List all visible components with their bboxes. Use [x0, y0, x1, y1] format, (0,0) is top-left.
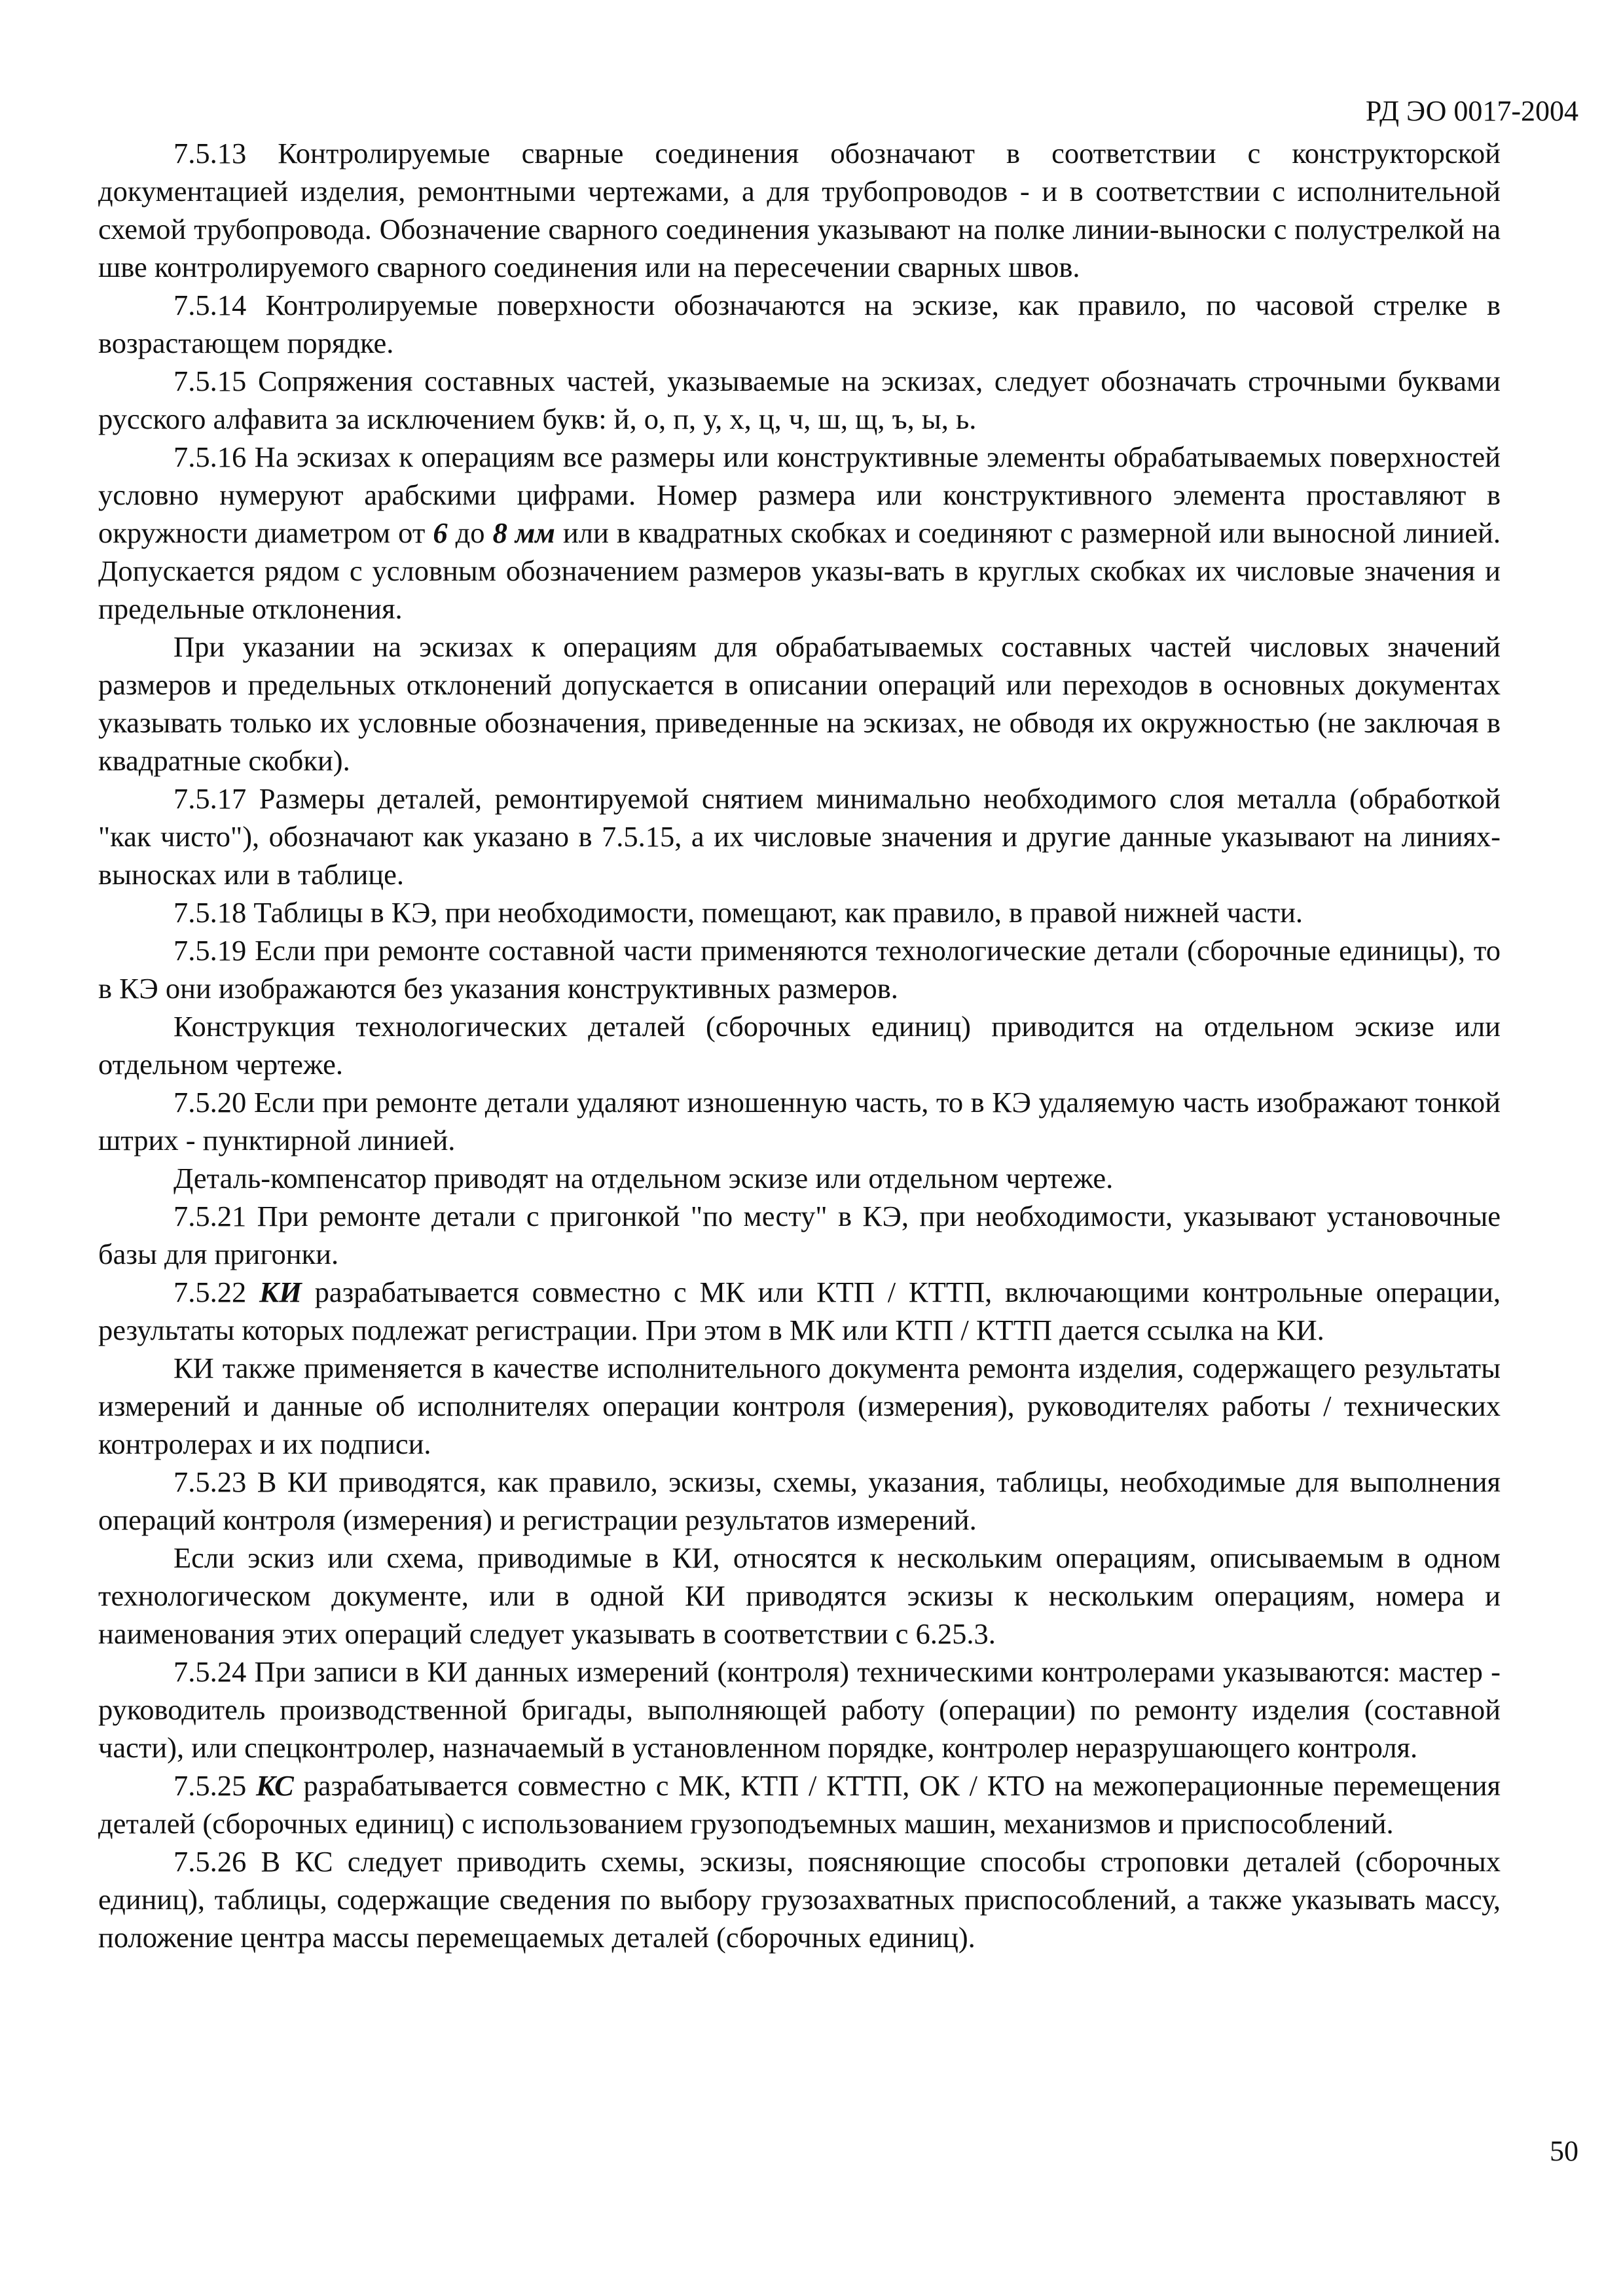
emphasis-text: 8 мм — [492, 516, 555, 549]
paragraph-7-5-23-continued: Если эскиз или схема, приводимые в КИ, относятся к нескольким операциям, описываемым в одном технологическом документе, или в одной КИ приводятся эскизы к нескольким операциям, номера и наименования этих операций следует указывать в соответствии с 6.25.3. — [98, 1541, 1501, 1650]
paragraph-7-5-13: 7.5.13 Контролируемые сварные соединения обозначают в соответствии с конструкторской документацией изделия, ремонтными чертежами, а для трубопроводов - и в соответствии с исполнительной схемой трубопровода. Обозначение сварного соединения указывают на полке линии-выноски с полустрелкой на шве контролируемого сварного соединения или на пересечении сварных швов. — [98, 137, 1501, 283]
paragraph-7-5-19: 7.5.19 Если при ремонте составной части применяются технологические детали (сборочные единицы), то в КЭ они изображаются без указания конструктивных размеров. — [98, 934, 1501, 1005]
paragraph-7-5-26: 7.5.26 В КС следует приводить схемы, эскизы, поясняющие способы строповки деталей (сборочных единиц), таблицы, содержащие сведения по выбору грузозахватных приспособлений, а также указывать массу, положение центра массы перемещаемых деталей (сборочных единиц). — [98, 1845, 1501, 1954]
paragraph-7-5-19-continued: Конструкция технологических деталей (сборочных единиц) приводится на отдельном эскизе или отдельном чертеже. — [98, 1010, 1501, 1081]
document-code: РД ЭО 0017-2004 — [1365, 95, 1578, 127]
paragraph-7-5-20-continued: Деталь-компенсатор приводят на отдельном эскизе или отдельном чертеже. — [173, 1162, 1114, 1194]
paragraph-7-5-24: 7.5.24 При записи в КИ данных измерений (контроля) техническими контролерами указываются: мастер - руководитель производственной бригады, выполняющей работу (операции) по ремонту изделия (составной части), или спецконтролер, назначаемый в установленном порядке, контролер неразрушающего контроля. — [98, 1655, 1501, 1764]
paragraph-text: 7.5.25 — [173, 1769, 256, 1802]
document-body — [98, 134, 1501, 1956]
paragraph-7-5-25 — [98, 1767, 1501, 1842]
paragraph-text: разрабатывается совместно с МК, КТП / КТТП, ОК / КТО на межоперационные перемещения деталей (сборочных единиц) с использованием грузоподъемных машин, механизмов и приспособлений. — [98, 1769, 1501, 1840]
paragraph-7-5-14: 7.5.14 Контролируемые поверхности обозначаются на эскизе, как правило, по часовой стрелке в возрастающем порядке. — [98, 289, 1501, 359]
paragraph-7-5-22 — [98, 1273, 1501, 1349]
paragraph-7-5-16-continued: При указании на эскизах к операциям для обрабатываемых составных частей числовых значений размеров и предельных отклонений допускается в описании операций или переходов в основных документах указывать только их условные обозначения, приведенные на эскизах, не обводя их окружностью (не заключая в квадратные скобки). — [98, 630, 1501, 777]
page-number: 50 — [1550, 2135, 1578, 2167]
paragraph-7-5-20: 7.5.20 Если при ремонте детали удаляют изношенную часть, то в КЭ удаляемую часть изображают тонкой штрих - пунктирной линией. — [98, 1086, 1501, 1157]
paragraph-text: или в квадратных скобках и соединяют с размерной или выносной линией. Допускается рядом с условным обозначением размеров указы-вать в круглых скобках их числовые значения и предельные отклонения. — [98, 516, 1501, 625]
paragraph-text: разрабатывается совместно с МК или КТП / КТТП, включающими контрольные операции, результаты которых подлежат регистрации. При этом в МК или КТП / КТТП дается ссылка на КИ. — [98, 1276, 1501, 1346]
paragraph-text: до — [447, 516, 493, 549]
paragraph-7-5-16 — [98, 438, 1501, 628]
emphasis-text: 6 — [433, 516, 448, 549]
paragraph-7-5-18: 7.5.18 Таблицы в КЭ, при необходимости, помещают, как правило, в правой нижней части. — [173, 896, 1304, 929]
paragraph-7-5-21: 7.5.21 При ремонте детали с пригонкой "по месту" в КЭ, при необходимости, указывают установочные базы для пригонки. — [98, 1200, 1501, 1270]
emphasis-text: КС — [255, 1769, 294, 1802]
paragraph-text: 7.5.22 — [173, 1276, 260, 1308]
emphasis-text: КИ — [259, 1276, 302, 1308]
paragraph-7-5-15: 7.5.15 Сопряжения составных частей, указываемые на эскизах, следует обозначать строчными буквами русского алфавита за исключением букв: й, о, п, у, х, ц, ч, ш, щ, ъ, ы, ь. — [98, 365, 1501, 435]
paragraph-text: 7.5.16 На эскизах к операциям все размеры или конструктивные элементы обрабатываемых поверхностей условно нумеруют арабскими цифрами. Номер размера или конструктивного элемента проставляют в окружности диаметром от — [98, 440, 1501, 549]
paragraph-7-5-23: 7.5.23 В КИ приводятся, как правило, эскизы, схемы, указания, таблицы, необходимые для выполнения операций контроля (измерения) и регистрации результатов измерений. — [98, 1465, 1501, 1536]
paragraph-7-5-22-continued: КИ также применяется в качестве исполнительного документа ремонта изделия, содержащего результаты измерений и данные об исполнителях операции контроля (измерения), руководителях работы / технических контролерах и их подписи. — [98, 1352, 1501, 1460]
paragraph-7-5-17: 7.5.17 Размеры деталей, ремонтируемой снятием минимально необходимого слоя металла (обработкой "как чисто"), обозначают как указано в 7.5.15, а их числовые значения и другие данные указывают на линиях-выносках или в таблице. — [98, 782, 1501, 891]
